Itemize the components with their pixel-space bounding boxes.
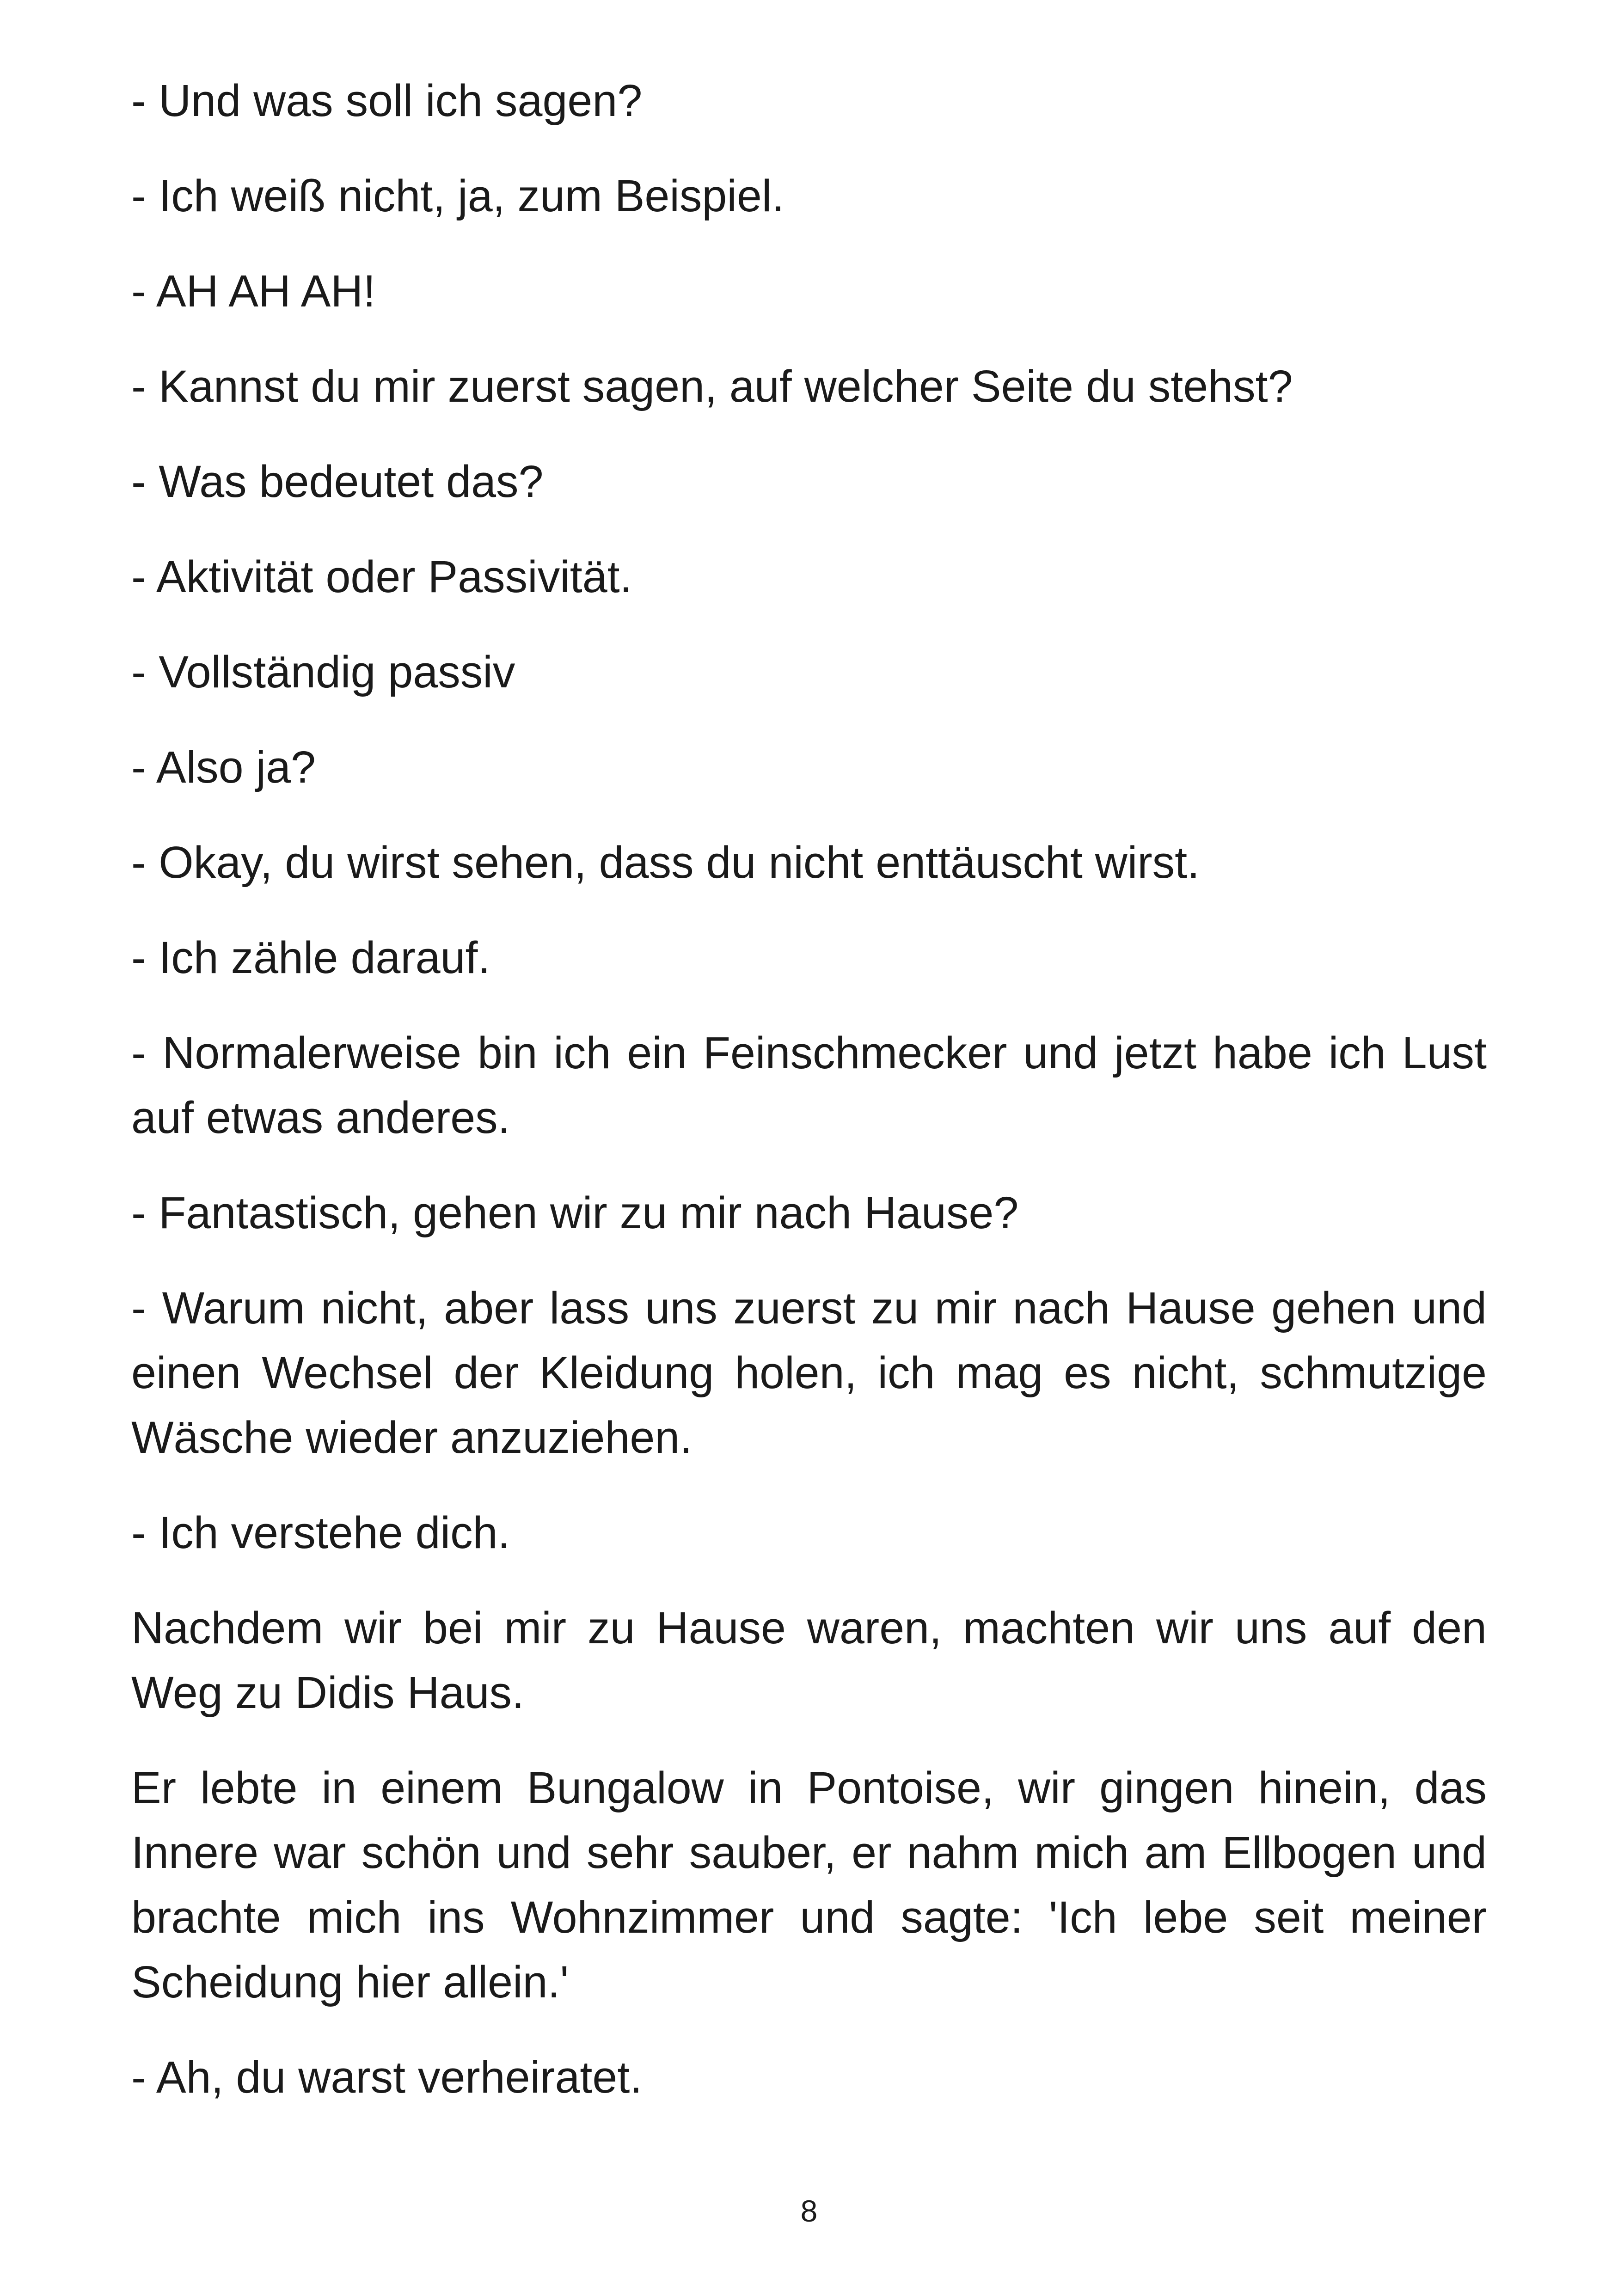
dialogue-line: - Also ja?: [131, 742, 316, 792]
dialogue-line: - Ich verstehe dich.: [131, 1507, 510, 1558]
dialogue-line: - AH AH AH!: [131, 266, 376, 316]
dialogue-line: - Und was soll ich sagen?: [131, 75, 643, 126]
dialogue-line: - Warum nicht, aber lass uns zuerst zu mir nach Hause gehen und einen Wechsel der Kleidung holen, ich mag es nicht, schmutzige Wäsche wieder anzuziehen.: [131, 1283, 1487, 1463]
dialogue-line: - Was bedeutet das?: [131, 456, 544, 507]
narrative-paragraph: Er lebte in einem Bungalow in Pontoise, wir gingen hinein, das Innere war schön und sehr sauber, er nahm mich am Ellbogen und brachte mich ins Wohnzimmer und sagte: 'Ich lebe seit meiner Scheidung hier allein.': [131, 1763, 1487, 2007]
dialogue-line: - Vollständig passiv: [131, 647, 515, 697]
dialogue-line: - Fantastisch, gehen wir zu mir nach Hause?: [131, 1188, 1019, 1238]
dialogue-line: - Kannst du mir zuerst sagen, auf welcher Seite du stehst?: [131, 361, 1293, 411]
page-number: 8: [800, 2194, 818, 2228]
body-text: [131, 68, 1487, 2140]
narrative-paragraph: Nachdem wir bei mir zu Hause waren, machten wir uns auf den Weg zu Didis Haus.: [131, 1603, 1487, 1718]
dialogue-line: - Okay, du wirst sehen, dass du nicht enttäuscht wirst.: [131, 837, 1200, 888]
dialogue-line: - Ich zähle darauf.: [131, 932, 490, 983]
dialogue-line: - Ah, du warst verheiratet.: [131, 2052, 643, 2102]
dialogue-line: - Ich weiß nicht, ja, zum Beispiel.: [131, 171, 784, 221]
dialogue-line: - Normalerweise bin ich ein Feinschmecker und jetzt habe ich Lust auf etwas anderes.: [131, 1028, 1487, 1143]
dialogue-line: - Aktivität oder Passivität.: [131, 551, 632, 602]
